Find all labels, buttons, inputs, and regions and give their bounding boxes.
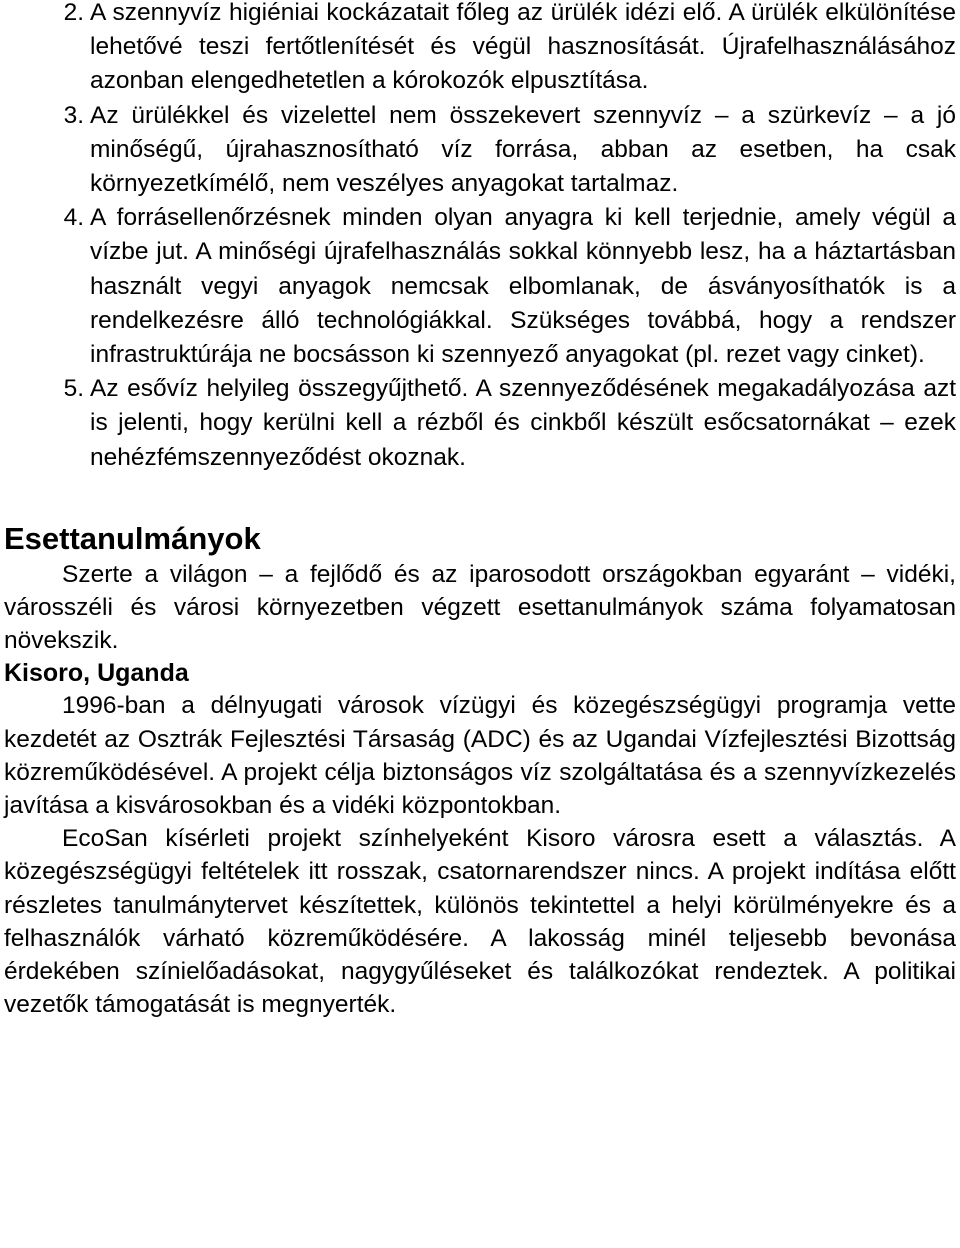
list-item-text: A szennyvíz higiéniai kockázatait főleg az ürülék idézi elő. A ürülék elkülönítése lehetővé teszi fertőtlenítését és végül hasznosítását. Újrafelhasználásához azonban elengedhetetlen a kórokozók elpusztítása.: [90, 0, 956, 95]
kisoro-paragraph-2: EcoSan kísérleti projekt színhelyeként Kisoro városra esett a választás. A közegészségügyi feltételek itt rosszak, csatornarendszer nincs. A projekt indítása előtt részletes tanulmánytervet készítettek, különös tekintettel a helyi körülményekre és a felhasználók várható közreműködésére. A lakosság minél teljesebb bevonása érdekében színielőadásokat, nagygyűléseket és találkozókat rendeztek. A politikai vezetők támogatását is megnyerték.: [4, 825, 956, 1019]
kisoro-heading: Kisoro, Uganda: [4, 659, 189, 688]
list-item: [4, 99, 956, 202]
list-item-number: 5.: [63, 375, 84, 403]
kisoro-paragraph-1: 1996-ban a délnyugati városok vízügyi és közegészségügyi programja vette kezdetét az Osztrák Fejlesztési Társaság (ADC) és az Ugandai Vízfejlesztési Bizottság közreműködésével. A projekt célja biztonságos víz szolgáltatása és a szennyvízkezelés javítása a kisvárosokban és a vidéki központokban.: [4, 692, 956, 820]
section-intro-paragraph: Szerte a világon – a fejlődő és az iparosodott országokban egyaránt – vidéki, városszéli és városi környezetben végzett esettanulmányok száma folyamatosan növekszik.: [4, 560, 956, 655]
list-item-number: 4.: [63, 204, 84, 232]
list-item-text: Az ürülékkel és vizelettel nem összekevert szennyvíz – a szürkevíz – a jó minőségű, újrahasznosítható víz forrása, abban az esetben, ha csak környezetkímélő, nem veszélyes anyagokat tartalmaz.: [90, 101, 956, 198]
list-item-number: 3.: [63, 101, 84, 129]
section-heading: Esettanulmányok: [4, 520, 261, 556]
principles-list: [4, 0, 956, 475]
list-item-text: A forrásellenőrzésnek minden olyan anyagra ki kell terjednie, amely végül a vízbe jut. A minőségi újrafelhasználás sokkal könnyebb lesz, ha a háztartásban használt vegyi anyagok nemcsak elbomlanak, de ásványosíthatók is a rendelkezésre álló technológiákkal. Szükséges továbbá, hogy a rendszer infrastruktúrája ne bocsásson ki szennyező anyagokat (pl. rezet vagy cinket).: [90, 204, 956, 369]
list-item: [4, 0, 956, 99]
list-item-number: 2.: [63, 0, 84, 26]
list-item-text: Az esővíz helyileg összegyűjthető. A szennyeződésének megakadályozása azt is jelenti, hogy kerülni kell a rézből és cinkből készült esőcsatornákat – ezek nehézfémszennyeződést okoznak.: [90, 375, 956, 471]
list-item: [4, 201, 956, 372]
list-item: [4, 372, 956, 475]
